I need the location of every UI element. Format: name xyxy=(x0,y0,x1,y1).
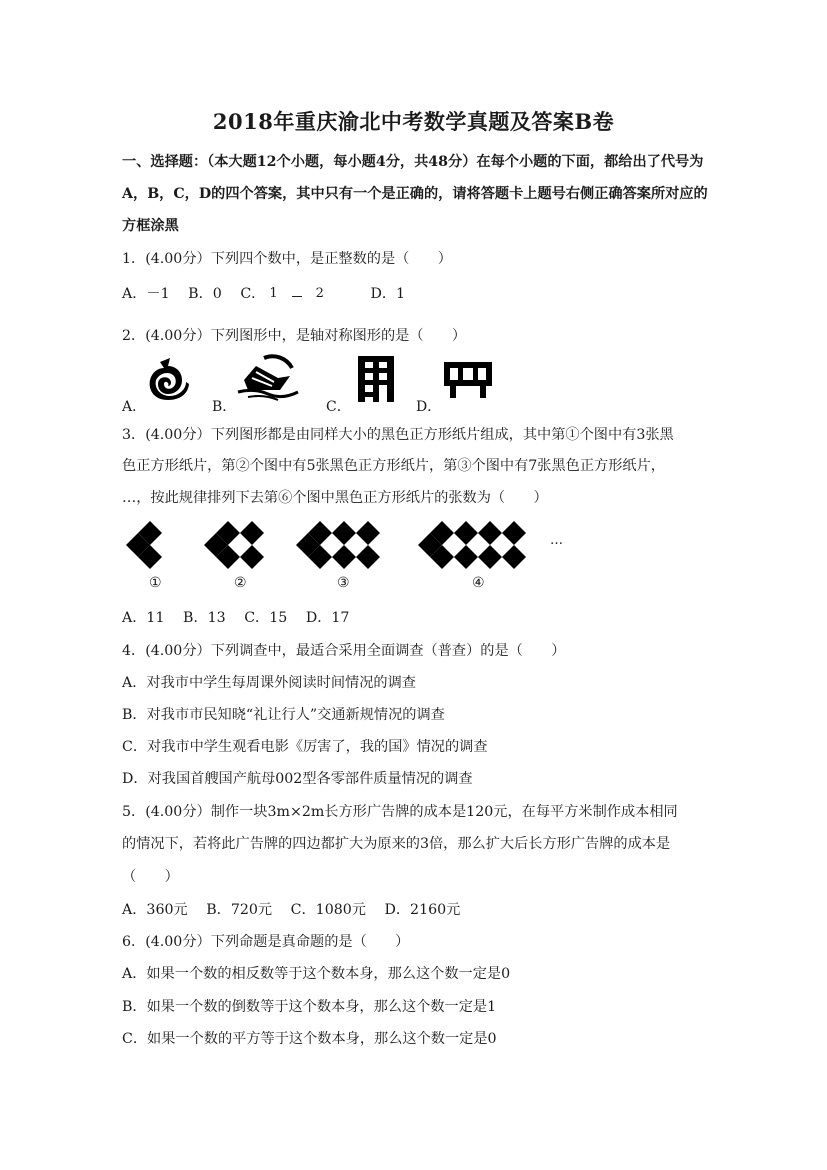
ding-character-icon xyxy=(442,360,494,400)
black-square-figure3-5 xyxy=(332,545,356,569)
q3-option-c: C．15 xyxy=(244,610,288,626)
fraction-half: 1 2 xyxy=(269,286,324,301)
question-3-options xyxy=(122,607,363,627)
q6-option-a: A．如果一个数的相反数等于这个数本身，那么这个数一定是0 xyxy=(122,966,511,982)
figure-label-2: ② xyxy=(234,575,247,591)
q6-option-c: C．如果一个数的平方等于这个数本身，那么这个数一定是0 xyxy=(122,1031,497,1047)
question-2-figures xyxy=(122,354,542,414)
black-square-figure3-4 xyxy=(332,521,356,545)
q5-option-c: C．1080元 xyxy=(290,902,366,918)
q5-option-d: D．2160元 xyxy=(384,902,461,918)
question-3-line-1: 3．(4.00分）下列图形都是由同样大小的黑色正方形纸片组成，其中第①个图中有3张黑 xyxy=(122,427,674,443)
figure-label-3: ③ xyxy=(337,575,350,591)
q1-option-b: B．0 xyxy=(188,286,222,302)
question-1-options xyxy=(122,283,419,303)
question-5-line-3: （ ） xyxy=(122,869,179,885)
black-square-figure2-4 xyxy=(240,521,264,545)
black-square-figure4-9 xyxy=(502,545,526,569)
q2-option-d: D． xyxy=(416,399,442,415)
q4-option-d: D．对我国首艘国产航母002型各零部件质量情况的调查 xyxy=(122,771,473,787)
q3-option-d: D．17 xyxy=(305,610,350,626)
q4-option-a: A．对我市中学生每周课外阅读时间情况的调查 xyxy=(122,675,416,691)
black-square-figure4-7 xyxy=(478,545,502,569)
q6-option-b: B．如果一个数的倒数等于这个数本身，那么这个数一定是1 xyxy=(122,999,497,1015)
question-2-stem: 2．(4.00分）下列图形中，是轴对称图形的是（ ） xyxy=(122,328,467,344)
question-3-figures xyxy=(122,515,582,595)
q4-option-c: C．对我市中学生观看电影《厉害了，我的国》情况的调查 xyxy=(122,739,488,755)
black-square-figure3-7 xyxy=(356,545,380,569)
q2-option-b: B． xyxy=(212,399,237,415)
q1-option-c: C． 1 2 xyxy=(240,283,352,303)
question-1-stem: 1．(4.00分）下列四个数中，是正整数的是（ ） xyxy=(122,251,452,267)
q5-option-a: A．360元 xyxy=(122,902,188,918)
question-6-stem: 6．(4.00分）下列命题是真命题的是（ ） xyxy=(122,934,410,950)
question-5-options xyxy=(122,899,474,919)
section-heading: 一、选择题：（本大题12个小题，每小题4分，共48分）在每个小题的下面，都给出了代号为A，B，C，D的四个答案，其中只有一个是正确的，请将答题卡上题号右侧正确答案所对应的方框涂黑 xyxy=(122,154,708,234)
q2-option-c: C． xyxy=(326,399,351,415)
black-square-figure4-4 xyxy=(454,521,478,545)
black-square-figure4-5 xyxy=(454,545,478,569)
figure-label-1: ① xyxy=(149,575,162,591)
page-title: 2018年重庆渝北中考数学真题及答案B卷 xyxy=(212,109,615,134)
q1-option-d: D．1 xyxy=(370,286,406,302)
question-3-line-2: 色正方形纸片，第②个图中有5张黑色正方形纸片，第③个图中有7张黑色正方形纸片， xyxy=(122,458,665,474)
swirl-emblem-icon xyxy=(146,356,190,402)
question-5-line-1: 5．(4.00分）制作一块3m×2m长方形广告牌的成本是120元，在每平方米制作成本相同 xyxy=(122,804,678,820)
q1-option-a: A．－1 xyxy=(122,286,170,302)
figure-ellipsis: … xyxy=(550,533,563,548)
question-5-line-2: 的情况下，若将此广告牌的四边都扩大为原来的3倍，那么扩大后长方形广告牌的成本是 xyxy=(122,836,671,852)
q3-option-a: A．11 xyxy=(122,610,165,626)
q4-option-b: B．对我市市民知晓“礼让行人”交通新规情况的调查 xyxy=(122,707,445,723)
q2-option-a: A． xyxy=(122,399,147,415)
black-square-figure4-8 xyxy=(502,521,526,545)
figure-label-4: ④ xyxy=(472,575,485,591)
black-square-figure4-6 xyxy=(478,521,502,545)
seal-character-icon xyxy=(354,354,398,404)
question-4-stem: 4．(4.00分）下列调查中，最适合采用全面调查（普查）的是（ ） xyxy=(122,643,566,659)
black-square-figure3-6 xyxy=(356,521,380,545)
q3-option-b: B．13 xyxy=(183,610,226,626)
square-pattern-figures xyxy=(122,515,582,575)
question-3-line-3: …，按此规律排列下去第⑥个图中黑色正方形纸片的张数为（ ） xyxy=(122,490,548,506)
q5-option-b: B．720元 xyxy=(206,902,273,918)
ship-logo-icon xyxy=(234,354,300,402)
black-square-figure2-5 xyxy=(240,545,264,569)
